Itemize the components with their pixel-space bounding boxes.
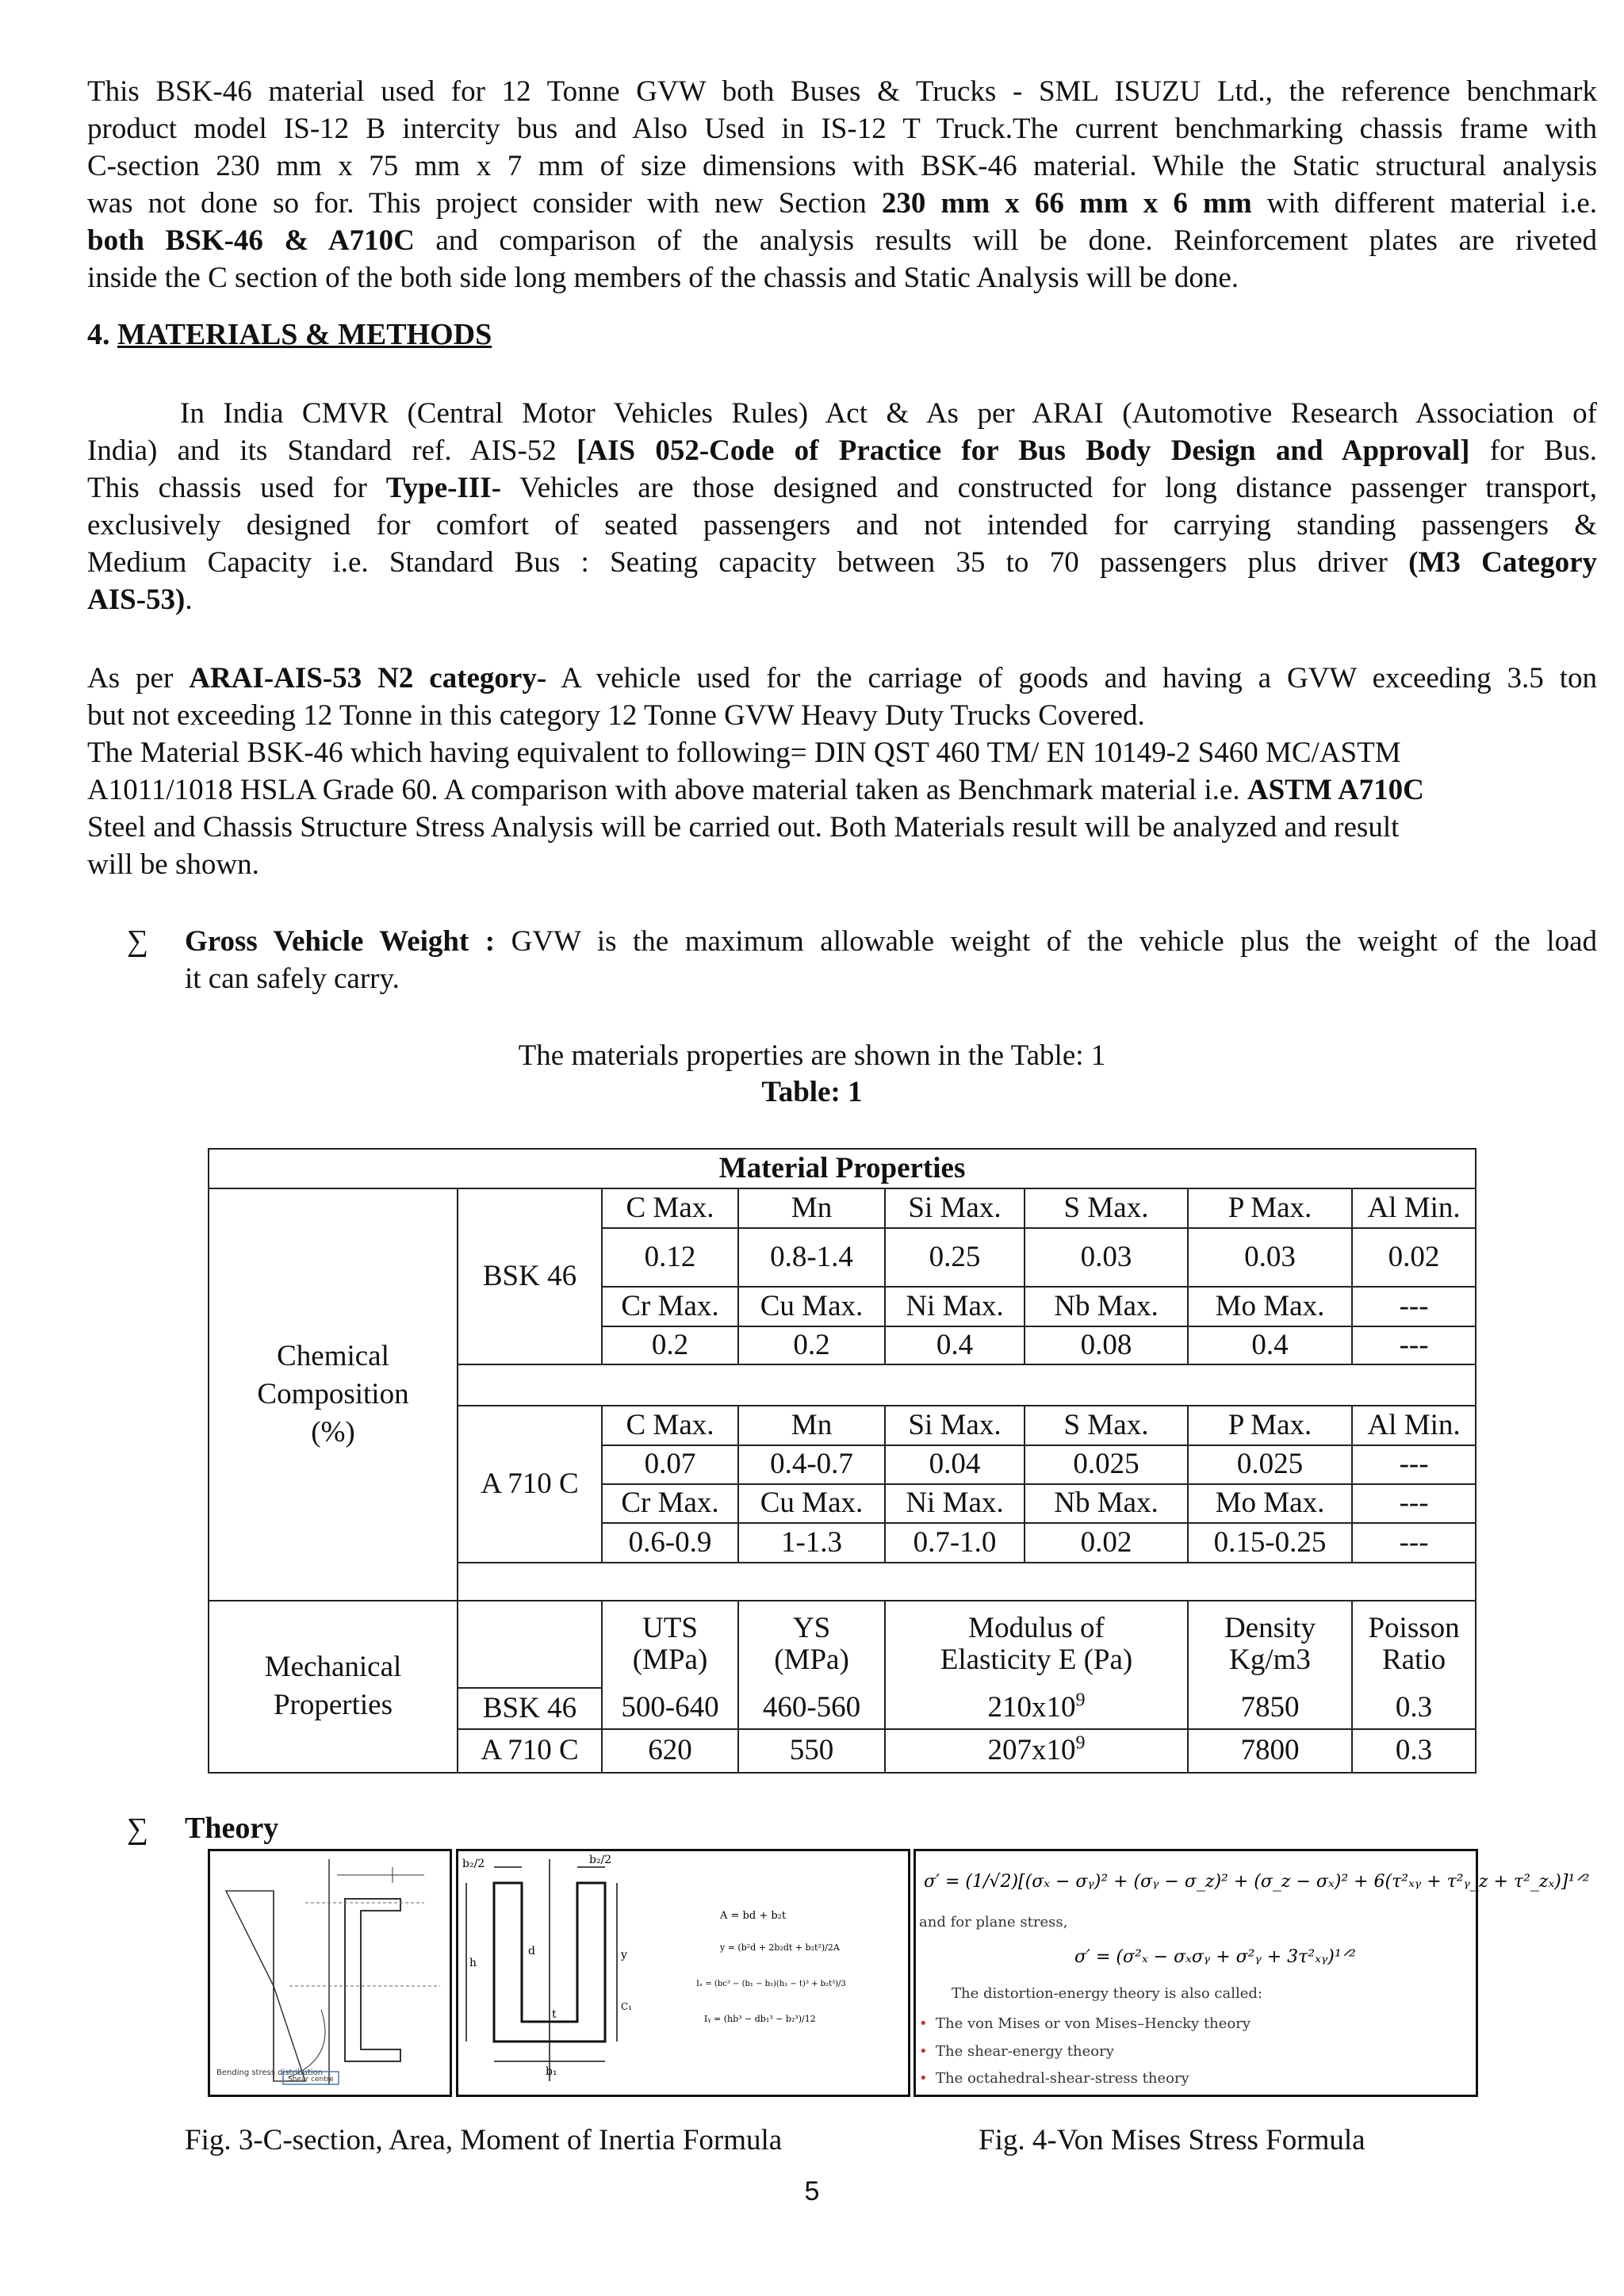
label-y: y	[621, 1949, 627, 1961]
mech-head-poisson	[1352, 1601, 1476, 1688]
table-cell: 0.02	[1025, 1523, 1188, 1563]
methods-line-1: In India CMVR (Central Motor Vehicles Rules) Act & As per ARAI (Automotive Research Association of	[180, 397, 1597, 430]
table-cell: ---	[1352, 1484, 1476, 1523]
methods-line-2	[87, 432, 1597, 469]
fig3-caption: Fig. 3-C-section, Area, Moment of Inertia Formula	[185, 2124, 783, 2156]
intro-line-2: product model IS-12 B intercity bus and Also Used in IS-12 T Truck.The current benchmarking chassis frame with	[87, 113, 1597, 145]
label-c1: C₁	[621, 2001, 632, 2012]
table-cell: Mn	[738, 1188, 885, 1228]
table-cell: Cr Max.	[602, 1287, 738, 1326]
section-title: MATERIALS & METHODS	[117, 318, 492, 351]
table-cell: C Max.	[602, 1406, 738, 1445]
theory-label: Theory	[185, 1812, 279, 1845]
chem-label-1: Chemical	[277, 1339, 389, 1372]
n2-line-1	[87, 660, 1597, 697]
table-cell: 1-1.3	[738, 1523, 885, 1563]
table-cell: 0.8-1.4	[738, 1228, 885, 1287]
c-section-diagram	[458, 1851, 908, 2095]
methods-line-3a: This chassis used for	[87, 472, 367, 504]
n2-line-2: but not exceeding 12 Tonne in this category 12 Tonne GVW Heavy Duty Trucks Covered.	[87, 699, 1145, 732]
vm-item-1: The von Mises or von Mises–Hencky theory	[936, 2015, 1251, 2032]
fig4-caption: Fig. 4-Von Mises Stress Formula	[979, 2124, 1365, 2156]
table-cell: 0.07	[602, 1445, 738, 1483]
gvw-line-1	[185, 923, 1597, 960]
table-cell: 0.3	[1352, 1729, 1476, 1773]
shear-centre-label: Shear centre	[288, 2076, 334, 2084]
table-cell: Cu Max.	[738, 1287, 885, 1326]
methods-line-2c: for Bus.	[1489, 434, 1598, 467]
ais052-bold: [AIS 052-Code of Practice for Bus Body Design and Approval]	[576, 434, 1470, 467]
mech-label-1: Mechanical	[264, 1651, 402, 1684]
a710c-bold: ASTM A710C	[1247, 774, 1424, 806]
table-cell: ---	[1352, 1445, 1476, 1483]
table-cell-empty	[458, 1601, 602, 1688]
table-cell: ---	[1352, 1287, 1476, 1326]
ys-l1: YS	[792, 1612, 831, 1645]
mech-label-2: Properties	[273, 1689, 393, 1722]
mech-a710c-label: A 710 C	[458, 1729, 602, 1773]
n2-category-bold: ARAI-AIS-53 N2 category-	[189, 662, 547, 695]
gvw-bullet	[185, 923, 1597, 997]
table-cell: 0.025	[1188, 1445, 1352, 1483]
poi-l1: Poisson	[1368, 1612, 1460, 1645]
table-cell: P Max.	[1188, 1406, 1352, 1445]
den-l1: Density	[1224, 1612, 1316, 1645]
red-bullet: •	[919, 2043, 928, 2060]
table-cell: Si Max.	[885, 1406, 1025, 1445]
label-b1: b₁	[546, 2065, 557, 2078]
mechanical-properties-label	[209, 1601, 458, 1773]
von-mises-formulas	[916, 1851, 1590, 2095]
n2-line-1c: A vehicle used for the carriage of goods and having a GVW exceeding 3.5 ton	[561, 662, 1598, 695]
methods-paragraph	[87, 395, 1597, 618]
a710-mod-exp: 9	[1075, 1733, 1086, 1755]
c-section-figure	[456, 1849, 910, 2097]
table-cell: 0.03	[1025, 1228, 1188, 1287]
n2-line-6: will be shown.	[87, 848, 259, 881]
table-cell: 0.7-1.0	[885, 1523, 1025, 1563]
methods-line-5	[87, 544, 1597, 581]
table-cell: ---	[1352, 1326, 1476, 1364]
uts-l1: UTS	[642, 1612, 698, 1645]
label-h: h	[469, 1957, 477, 1969]
table-cell: S Max.	[1025, 1406, 1188, 1445]
chem-label-2: Composition	[257, 1377, 409, 1410]
n2-line-3: The Material BSK-46 which having equivalent to following= DIN QST 460 TM/ EN 10149-2 S460 MC/ASTM	[87, 737, 1401, 769]
table-cell: 0.025	[1025, 1445, 1188, 1483]
mech-head-density	[1188, 1601, 1352, 1688]
table-cell: 0.6-0.9	[602, 1523, 738, 1563]
vm-item-3: The octahedral-shear-stress theory	[936, 2070, 1189, 2087]
bullet-symbol-theory: ∑	[127, 1812, 149, 1846]
table-cell: Nb Max.	[1025, 1287, 1188, 1326]
table-spacer-row	[458, 1364, 1476, 1406]
ys-l2: (MPa)	[774, 1644, 849, 1677]
n2-line-4a: A1011/1018 HSLA Grade 60. A comparison with above material taken as Benchmark material i.e.	[87, 774, 1240, 806]
intro-paragraph	[87, 73, 1597, 297]
label-d: d	[528, 1945, 535, 1957]
a710c-label: A 710 C	[458, 1406, 602, 1562]
table-cell: Mo Max.	[1188, 1484, 1352, 1523]
intro-line-4a: was not done so for. This project consider with new Section	[87, 187, 867, 220]
uts-l2: (MPa)	[632, 1644, 708, 1677]
chemical-composition-label	[209, 1188, 458, 1601]
b2-half-left: b₂/2	[462, 1858, 485, 1870]
table-cell: 7800	[1188, 1729, 1352, 1773]
vm-plane-formula: σ′ = (σ²ₓ − σₓσᵧ + σ²ᵧ + 3τ²ₓᵧ)¹ᐟ²	[1074, 1947, 1356, 1967]
table-cell: Ni Max.	[885, 1287, 1025, 1326]
formula-ybar: y = (b²d + 2b₂dt + b₂t²)/2A	[720, 1942, 840, 1953]
mech-bsk-modulus	[885, 1688, 1188, 1729]
b2-half-right: b₂/2	[589, 1854, 612, 1866]
table-title: Table: 1	[761, 1076, 863, 1108]
table-cell: 0.02	[1352, 1228, 1476, 1287]
mech-head-modulus	[885, 1601, 1188, 1688]
intro-line-5	[87, 222, 1597, 259]
table-cell: C Max.	[602, 1188, 738, 1228]
table-cell: Al Min.	[1352, 1406, 1476, 1445]
table-intro: The materials properties are shown in the Table: 1	[518, 1039, 1106, 1072]
methods-line-3	[87, 469, 1597, 507]
red-bullet: •	[919, 2015, 928, 2032]
intro-line-3: C-section 230 mm x 75 mm x 7 mm of size dimensions with BSK-46 material. While the Static structural analysis	[87, 150, 1597, 182]
bsk-mod-exp: 9	[1075, 1689, 1086, 1711]
type3-bold: Type-III-	[385, 472, 502, 504]
mech-head-uts	[602, 1601, 738, 1688]
gvw-text-1: GVW is the maximum allowable weight of the vehicle plus the weight of the load	[511, 925, 1598, 958]
table-cell: Nb Max.	[1025, 1484, 1188, 1523]
section-heading	[87, 317, 492, 352]
n2-line-5: Steel and Chassis Structure Stress Analysis will be carried out. Both Materials result will be analyzed and result	[87, 811, 1400, 844]
m3-bold: (M3 Category	[1408, 546, 1598, 579]
mod-l1: Modulus of	[968, 1612, 1105, 1645]
table-cell: ---	[1352, 1523, 1476, 1563]
material-properties-table	[208, 1148, 1477, 1774]
den-l2: Kg/m3	[1229, 1644, 1311, 1677]
methods-line-4: exclusively designed for comfort of seated passengers and not intended for carrying standing passengers &	[87, 509, 1597, 541]
vm-item-2: The shear-energy theory	[936, 2043, 1114, 2060]
intro-line-6: inside the C section of the both side long members of the chassis and Static Analysis will be done.	[87, 262, 1239, 294]
table-cell: Cr Max.	[602, 1484, 738, 1523]
a710-mod-base: 207x10	[987, 1734, 1076, 1767]
table-cell: 0.3	[1352, 1688, 1476, 1729]
red-bullet: •	[919, 2070, 928, 2087]
formula-iy: Iᵧ = (hb³ − db₁³ − b₂³)/12	[704, 2014, 816, 2024]
methods-line-5a: Medium Capacity i.e. Standard Bus : Seating capacity between 35 to 70 passengers plus driver	[87, 546, 1388, 579]
table-cell: 7850	[1188, 1688, 1352, 1729]
table-cell: 500-640	[602, 1688, 738, 1729]
page-number: 5	[804, 2176, 820, 2206]
table-cell: 550	[738, 1729, 885, 1773]
ais53-bold: AIS-53)	[87, 584, 186, 616]
table-cell: Ni Max.	[885, 1484, 1025, 1523]
bending-stress-label: Bending stress distribution	[216, 2068, 324, 2077]
table-cell: 0.12	[602, 1228, 738, 1287]
table-cell: Mo Max.	[1188, 1287, 1352, 1326]
table-cell: 0.2	[738, 1326, 885, 1364]
table-cell: 0.25	[885, 1228, 1025, 1287]
n2-line-1a: As per	[87, 662, 174, 695]
table-cell: 0.4	[1188, 1326, 1352, 1364]
n2-line-4	[87, 771, 1597, 809]
table-cell: 0.4-0.7	[738, 1445, 885, 1483]
formula-area: A = bd + b₂t	[720, 1910, 787, 1922]
table-cell: Al Min.	[1352, 1188, 1476, 1228]
mech-a710-modulus	[885, 1729, 1188, 1773]
mech-head-ys	[738, 1601, 885, 1688]
chem-label-3: (%)	[311, 1415, 355, 1448]
vm-plane-stress: and for plane stress,	[919, 1914, 1068, 1931]
intro-line-4c: with different material i.e.	[1266, 187, 1598, 220]
table-cell: 0.04	[885, 1445, 1025, 1483]
table-cell: 0.2	[602, 1326, 738, 1364]
table-cell: 0.03	[1188, 1228, 1352, 1287]
mod-l2: Elasticity E (Pa)	[940, 1644, 1133, 1677]
table-cell: S Max.	[1025, 1188, 1188, 1228]
table-cell: P Max.	[1188, 1188, 1352, 1228]
bsk46-label: BSK 46	[458, 1188, 602, 1364]
table-header: Material Properties	[209, 1149, 1476, 1188]
table-cell: Cu Max.	[738, 1484, 885, 1523]
intro-line-4	[87, 185, 1597, 222]
bending-stress-figure	[208, 1849, 452, 2097]
von-mises-figure	[914, 1849, 1590, 2097]
table-cell: 0.4	[885, 1326, 1025, 1364]
materials-bold: both BSK-46 & A710C	[87, 224, 415, 257]
intro-line-5b: and comparison of the analysis results will be done. Reinforcement plates are riveted	[435, 224, 1597, 257]
table-cell: 460-560	[738, 1688, 885, 1729]
label-t: t	[552, 2008, 557, 2021]
gvw-label: Gross Vehicle Weight :	[185, 925, 496, 958]
table-cell: 0.08	[1025, 1326, 1188, 1364]
table-cell: Si Max.	[885, 1188, 1025, 1228]
table-cell: 0.15-0.25	[1188, 1523, 1352, 1563]
new-section-dims: 230 mm x 66 mm x 6 mm	[881, 187, 1252, 220]
section-number: 4.	[87, 318, 110, 351]
gvw-text-2: it can safely carry.	[185, 962, 400, 995]
bsk-mod-base: 210x10	[987, 1691, 1076, 1724]
methods-line-3c: Vehicles are those designed and constructed for long distance passenger transport,	[519, 472, 1597, 504]
bullet-symbol-gvw: ∑	[127, 924, 149, 958]
intro-line-1: This BSK-46 material used for 12 Tonne GVW both Buses & Trucks - SML ISUZU Ltd., the reference benchmark	[87, 75, 1597, 108]
methods-line-2a: India) and its Standard ref. AIS-52	[87, 434, 557, 467]
bending-stress-diagram	[210, 1851, 450, 2095]
methods-line-6-end: .	[185, 584, 193, 616]
methods-line-6	[87, 581, 1597, 618]
formula-ix: Iₓ = (bc³ − (b₁ − b₂)(h₁ − t)³ + b₂t³)/3	[696, 1980, 846, 1988]
mech-bsk46-label: BSK 46	[458, 1688, 602, 1729]
n2-paragraph	[87, 660, 1597, 883]
table-cell: Mn	[738, 1406, 885, 1445]
table-spacer-row	[458, 1563, 1476, 1601]
vm-general-formula: σ′ = (1/√2)[(σₓ − σᵧ)² + (σᵧ − σ_z)² + (σ_z − σₓ)² + 6(τ²ₓᵧ + τ²ᵧ_z + τ²_zₓ)]¹ᐟ²	[924, 1872, 1590, 1892]
poi-l2: Ratio	[1381, 1644, 1446, 1677]
vm-also-called: The distortion-energy theory is also called:	[952, 1985, 1262, 2002]
table-cell: 620	[602, 1729, 738, 1773]
